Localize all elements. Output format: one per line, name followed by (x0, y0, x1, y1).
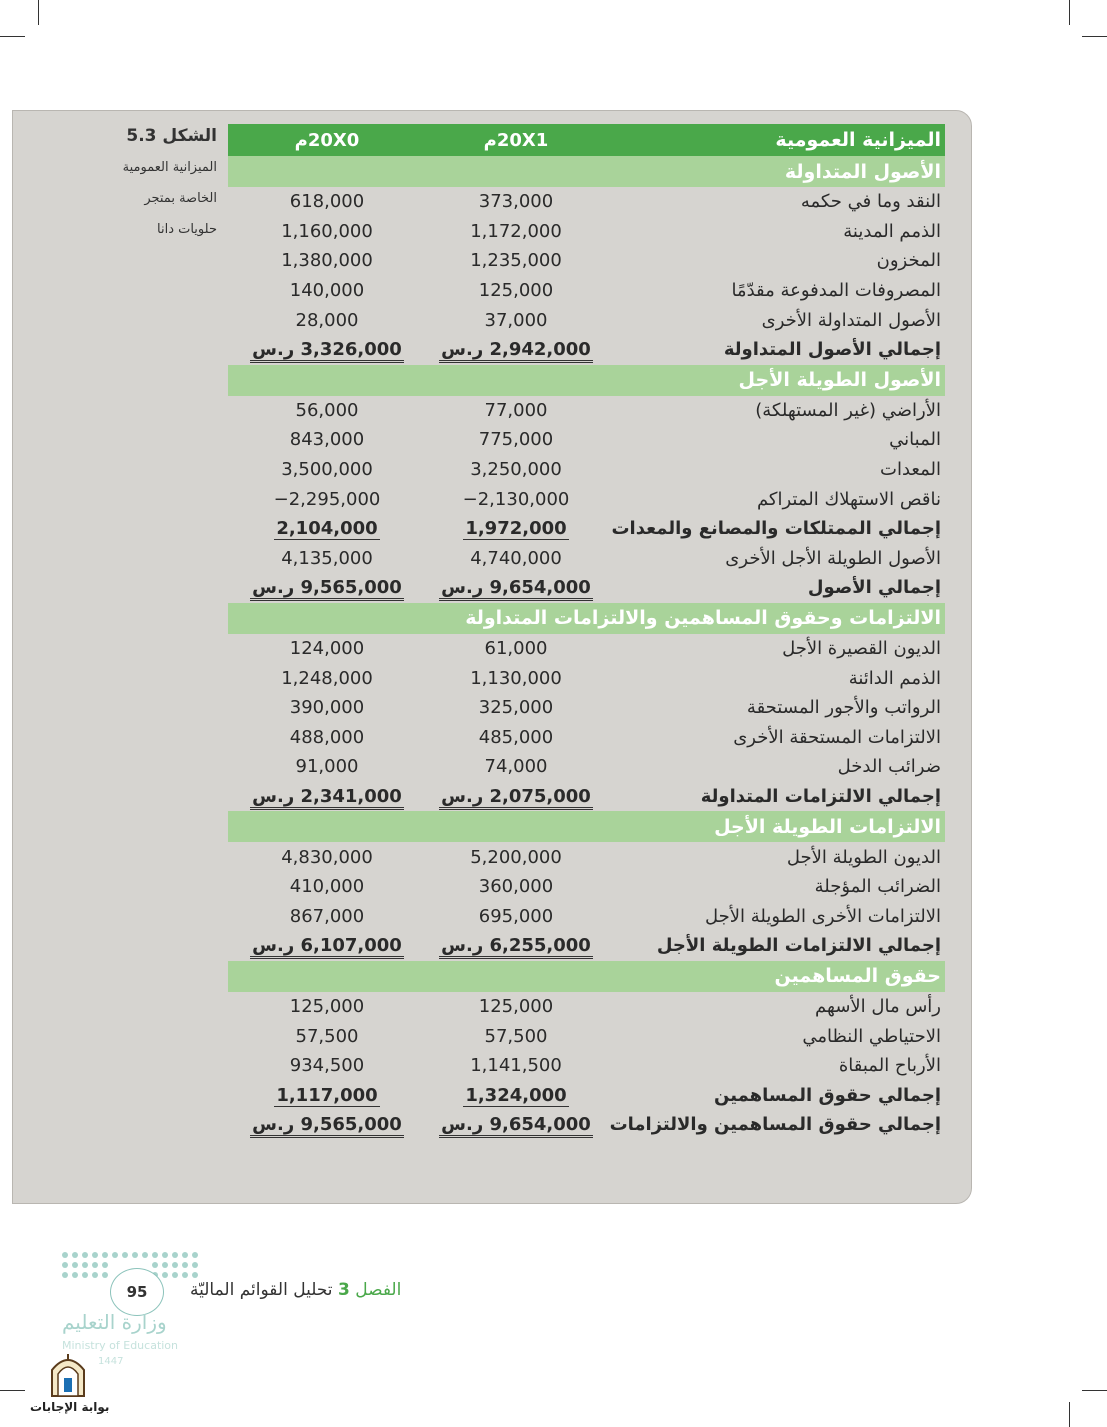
figure-caption-line: حلويات دانا (157, 222, 217, 237)
value-text: 6,107,000 ر.س (250, 935, 404, 959)
logo-dot (62, 1272, 68, 1278)
row-label: إجمالي الأصول المتداولة (723, 339, 941, 361)
value-text: 1,160,000 (281, 220, 373, 242)
value-20x1 (422, 548, 610, 569)
section-title: حقوق المساهمين (774, 965, 941, 988)
value-text: 2,295,000− (273, 488, 381, 510)
value-text: 9,654,000 ر.س (439, 1114, 593, 1138)
row-label: الأصول المتداولة الأخرى (761, 309, 941, 331)
figure-title: الشكل 5.3 (126, 126, 217, 146)
value-20x0 (232, 310, 422, 331)
table-row (228, 187, 945, 217)
value-text: 9,565,000 ر.س (250, 577, 404, 601)
page-number: 95 (110, 1268, 164, 1316)
table-row (228, 276, 945, 306)
row-label: ضرائب الدخل (837, 756, 941, 778)
value-20x0 (232, 339, 422, 360)
logo-dot (142, 1252, 148, 1258)
value-20x1 (422, 280, 610, 301)
value-text: 1,972,000 (465, 518, 567, 540)
value-20x1 (422, 786, 610, 807)
section-title: الالتزامات وحقوق المساهمين والالتزامات المتداولة (465, 607, 941, 630)
table-row (228, 217, 945, 247)
row-label: إجمالي الممتلكات والمصانع والمعدات (611, 518, 941, 540)
value-20x1 (422, 459, 610, 480)
ministry-name-english: Ministry of Education (62, 1339, 179, 1352)
value-text: 3,326,000 ر.س (250, 339, 404, 363)
value-20x0 (232, 935, 422, 956)
value-20x1 (422, 668, 610, 689)
section-title: الالتزامات الطويلة الأجل (714, 815, 941, 838)
value-20x0 (232, 280, 422, 301)
chapter-tag: الفصل (355, 1280, 402, 1300)
value-text: 140,000 (289, 280, 365, 302)
logo-dot (152, 1262, 158, 1268)
value-20x0 (232, 906, 422, 927)
value-20x1 (422, 847, 610, 868)
column-header-20x0: 20X0م (294, 129, 360, 151)
value-text: 1,235,000 (470, 250, 562, 272)
row-label: الديون الطويلة الأجل (786, 846, 941, 868)
table-row (228, 842, 945, 872)
value-20x1 (422, 638, 610, 659)
logo-dot (182, 1252, 188, 1258)
value-20x1 (422, 250, 610, 271)
logo-dot (152, 1252, 158, 1258)
table-row (228, 723, 945, 753)
chapter-title: تحليل القوائم الماليّة (190, 1280, 333, 1300)
table-row (228, 396, 945, 426)
row-label: المعدات (880, 459, 941, 481)
value-text: 5,200,000 (470, 846, 562, 868)
value-text: 867,000 (289, 905, 365, 927)
logo-dot (182, 1262, 188, 1268)
value-text: 56,000 (295, 399, 359, 421)
value-text: 2,942,000 ر.س (439, 339, 593, 363)
value-text: 2,130,000− (462, 488, 570, 510)
table-row (228, 663, 945, 693)
value-text: 1,117,000 (276, 1084, 378, 1106)
row-label: الذمم المدينة (843, 220, 941, 242)
value-20x0 (232, 756, 422, 777)
value-text: 57,500 (484, 1025, 548, 1047)
chapter-number: 3 (337, 1280, 350, 1300)
value-text: 1,172,000 (470, 220, 562, 242)
row-label: المصروفات المدفوعة مقدّمًا (731, 280, 941, 302)
row-label: المخزون (876, 250, 941, 272)
value-text: 2,075,000 ر.س (439, 786, 593, 810)
table-row (228, 1021, 945, 1051)
logo-dot (172, 1252, 178, 1258)
value-text: 1,248,000 (281, 667, 373, 689)
crop-mark (38, 0, 39, 25)
table-row (228, 544, 945, 574)
value-20x0 (232, 221, 422, 242)
table-row (228, 693, 945, 723)
row-label: الاحتياطي النظامي (802, 1025, 941, 1047)
logo-dot (72, 1252, 78, 1258)
logo-dot (102, 1252, 108, 1258)
table-title: الميزانية العمومية (775, 129, 941, 151)
crop-mark (1082, 36, 1107, 37)
value-20x0 (232, 518, 422, 539)
row-label: الأرباح المبقاة (838, 1055, 941, 1077)
logo-dot (82, 1272, 88, 1278)
value-text: 360,000 (478, 876, 554, 898)
value-text: 125,000 (478, 280, 554, 302)
figure-caption (16, 152, 217, 245)
logo-dot (182, 1272, 188, 1278)
row-label: الرواتب والأجور المستحقة (746, 697, 941, 719)
value-text: 2,104,000 (276, 518, 378, 540)
value-20x0 (232, 727, 422, 748)
row-label: إجمالي الالتزامات الطويلة الأجل (656, 935, 941, 957)
logo-dot (92, 1272, 98, 1278)
value-text: 2,341,000 ر.س (250, 786, 404, 810)
value-text: 91,000 (295, 756, 359, 778)
logo-dot (132, 1252, 138, 1258)
value-20x0 (232, 400, 422, 421)
row-label: إجمالي الأصول (807, 577, 941, 599)
table-row (228, 573, 945, 603)
value-20x1 (422, 310, 610, 331)
logo-dot (92, 1262, 98, 1268)
value-text: 410,000 (289, 876, 365, 898)
crop-mark (0, 36, 25, 37)
value-20x1 (422, 518, 610, 539)
value-20x1 (422, 697, 610, 718)
value-20x1 (422, 221, 610, 242)
ministry-year: 1447 (98, 1356, 124, 1367)
table-row (228, 246, 945, 276)
value-20x0 (232, 1026, 422, 1047)
value-20x1 (422, 1114, 610, 1135)
row-label: الضرائب المؤجلة (814, 876, 941, 898)
value-text: 125,000 (478, 995, 554, 1017)
value-text: 37,000 (484, 309, 548, 331)
value-text: 57,500 (295, 1025, 359, 1047)
value-text: 390,000 (289, 697, 365, 719)
table-row (228, 484, 945, 514)
table-row (228, 752, 945, 782)
value-text: 9,654,000 ر.س (439, 577, 593, 601)
table-row (228, 425, 945, 455)
logo-dot (92, 1252, 98, 1258)
logo-dot (112, 1252, 118, 1258)
value-20x0 (232, 191, 422, 212)
value-20x0 (232, 668, 422, 689)
value-20x1 (422, 191, 610, 212)
table-row (228, 872, 945, 902)
value-20x1 (422, 489, 610, 510)
section-title: الأصول الطويلة الأجل (738, 369, 941, 392)
row-label: الالتزامات الأخرى الطويلة الأجل (705, 905, 941, 927)
figure-sidebar (16, 118, 221, 245)
value-20x0 (232, 876, 422, 897)
value-text: 775,000 (478, 429, 554, 451)
logo-dot (72, 1272, 78, 1278)
row-label: الالتزامات المستحقة الأخرى (733, 726, 941, 748)
value-text: 74,000 (484, 756, 548, 778)
value-20x0 (232, 489, 422, 510)
logo-dot (102, 1262, 108, 1268)
figure-caption-line: الميزانية العمومية (122, 160, 217, 175)
row-label: رأس مال الأسهم (815, 995, 941, 1017)
value-20x0 (232, 429, 422, 450)
section-header (228, 811, 945, 842)
value-20x1 (422, 727, 610, 748)
value-20x0 (232, 1055, 422, 1076)
row-label: إجمالي حقوق المساهمين والالتزامات (609, 1114, 941, 1136)
table-row (228, 335, 945, 365)
row-label: المباني (889, 429, 941, 451)
table-header (228, 124, 945, 156)
value-text: 124,000 (289, 638, 365, 660)
value-20x1 (422, 906, 610, 927)
value-text: 4,740,000 (470, 547, 562, 569)
value-text: 1,380,000 (281, 250, 373, 272)
table-row (228, 992, 945, 1022)
value-text: 3,250,000 (470, 459, 562, 481)
column-header-20x1: 20X1م (483, 129, 549, 151)
logo-dot (162, 1272, 168, 1278)
value-20x0 (232, 1114, 422, 1135)
logo-dot (172, 1272, 178, 1278)
value-text: 618,000 (289, 191, 365, 213)
row-label: ناقص الاستهلاك المتراكم (756, 488, 941, 510)
value-text: 125,000 (289, 995, 365, 1017)
value-20x1 (422, 1026, 610, 1047)
value-20x0 (232, 1085, 422, 1106)
logo-dot (192, 1272, 198, 1278)
value-text: 4,135,000 (281, 547, 373, 569)
portal-name: بوابة الإجابات (30, 1400, 110, 1414)
value-text: 1,130,000 (470, 667, 562, 689)
ministry-name-arabic: وزارة التعليم (62, 1310, 167, 1334)
row-label: الأصول الطويلة الأجل الأخرى (725, 547, 941, 569)
table-row (228, 1051, 945, 1081)
section-header (228, 365, 945, 396)
value-20x1 (422, 935, 610, 956)
value-20x0 (232, 697, 422, 718)
value-text: 4,830,000 (281, 846, 373, 868)
value-20x0 (232, 786, 422, 807)
value-20x0 (232, 638, 422, 659)
value-text: 61,000 (484, 638, 548, 660)
value-text: 1,324,000 (465, 1084, 567, 1106)
value-20x0 (232, 548, 422, 569)
logo-dot (122, 1252, 128, 1258)
value-20x0 (232, 459, 422, 480)
value-20x1 (422, 756, 610, 777)
value-20x1 (422, 996, 610, 1017)
value-20x0 (232, 250, 422, 271)
logo-dot (162, 1262, 168, 1268)
table-row (228, 931, 945, 961)
table-row (228, 1080, 945, 1110)
balance-sheet-table (228, 124, 945, 1140)
value-text: 488,000 (289, 726, 365, 748)
section-title: الأصول المتداولة (784, 160, 941, 183)
logo-dot (162, 1252, 168, 1258)
logo-dot (82, 1252, 88, 1258)
table-row (228, 455, 945, 485)
value-text: 3,500,000 (281, 459, 373, 481)
row-label: الأراضي (غير المستهلكة) (755, 399, 941, 421)
value-text: 485,000 (478, 726, 554, 748)
table-row (228, 305, 945, 335)
value-20x1 (422, 429, 610, 450)
value-text: 77,000 (484, 399, 548, 421)
value-text: 934,500 (289, 1055, 365, 1077)
figure-caption-line: الخاصة بمتجر (144, 191, 217, 206)
value-text: 9,565,000 ر.س (250, 1114, 404, 1138)
logo-dot (192, 1252, 198, 1258)
row-label: إجمالي حقوق المساهمين (714, 1084, 941, 1106)
logo-dot (172, 1262, 178, 1268)
value-text: 695,000 (478, 905, 554, 927)
value-20x0 (232, 996, 422, 1017)
value-text: 373,000 (478, 191, 554, 213)
value-20x1 (422, 577, 610, 598)
value-20x1 (422, 1085, 610, 1106)
table-row (228, 782, 945, 812)
value-20x1 (422, 1055, 610, 1076)
table-row (228, 514, 945, 544)
row-label: إجمالي الالتزامات المتداولة (700, 785, 941, 807)
logo-dot (192, 1262, 198, 1268)
value-text: 1,141,500 (470, 1055, 562, 1077)
value-text: 28,000 (295, 309, 359, 331)
logo-dot (62, 1262, 68, 1268)
table-row (228, 634, 945, 664)
value-20x1 (422, 339, 610, 360)
chapter-heading (190, 1280, 401, 1300)
section-header (228, 156, 945, 187)
section-header (228, 603, 945, 634)
table-row (228, 1110, 945, 1140)
logo-dot (102, 1272, 108, 1278)
value-text: 6,255,000 ر.س (439, 935, 593, 959)
value-text: 843,000 (289, 429, 365, 451)
value-20x0 (232, 847, 422, 868)
value-20x1 (422, 400, 610, 421)
logo-dot (82, 1262, 88, 1268)
value-text: 325,000 (478, 697, 554, 719)
section-header (228, 961, 945, 992)
table-row (228, 901, 945, 931)
logo-dot (72, 1262, 78, 1268)
portal-logo-icon (44, 1350, 92, 1398)
row-label: النقد وما في حكمه (800, 191, 941, 213)
row-label: الذمم الدائنة (848, 667, 941, 689)
value-20x1 (422, 876, 610, 897)
logo-dot (62, 1252, 68, 1258)
row-label: الديون القصيرة الأجل (782, 638, 941, 660)
crop-mark (1069, 0, 1070, 25)
value-20x0 (232, 577, 422, 598)
